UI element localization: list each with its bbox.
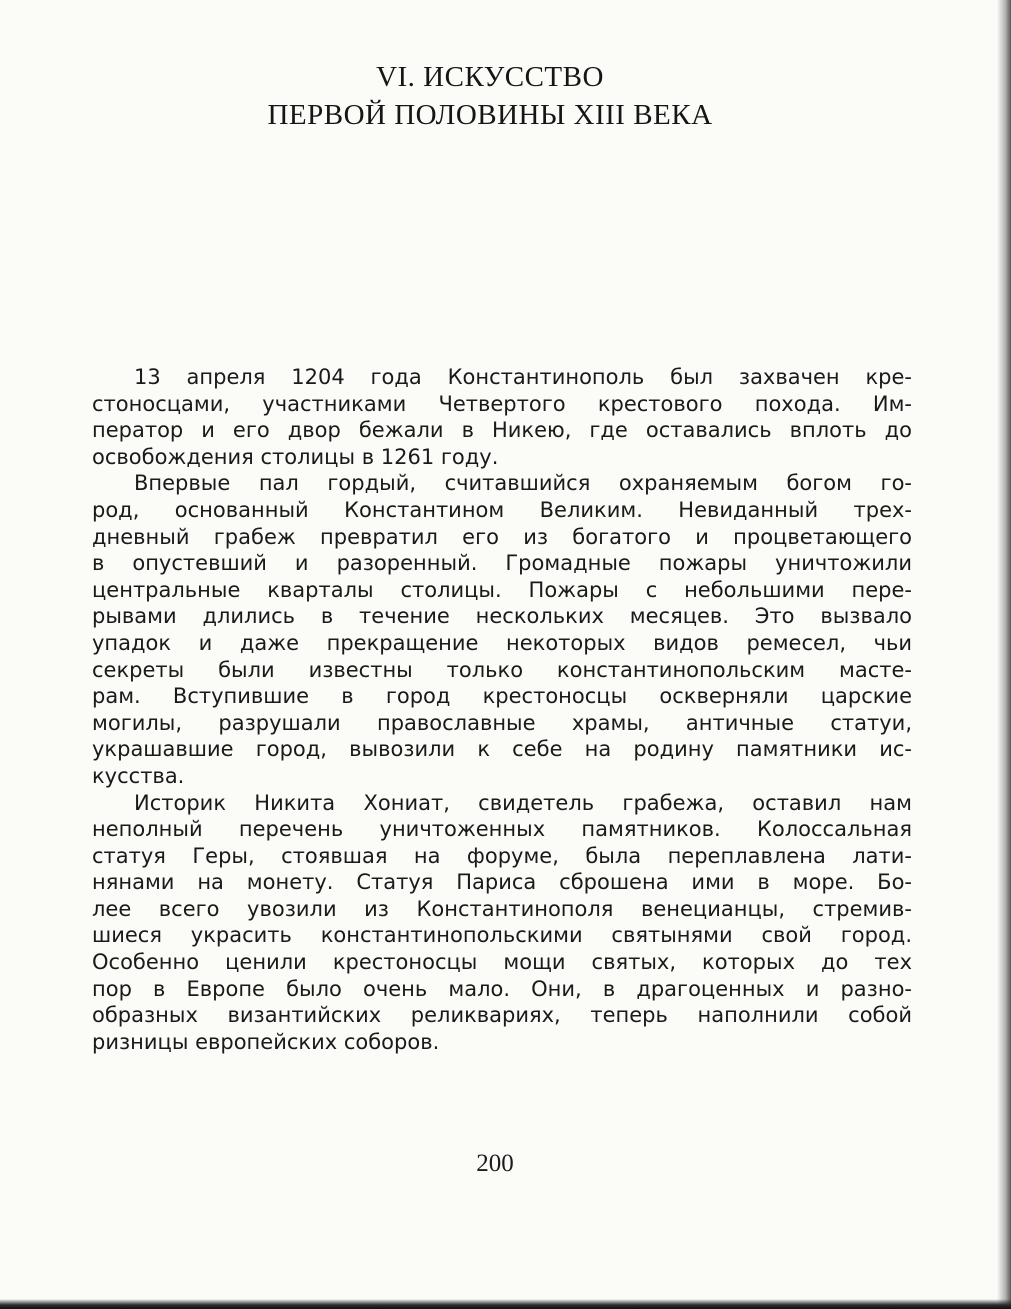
text-line: Особенно ценили крестоносцы мощи святых, которых до тех (92, 950, 912, 975)
text-line: украшавшие город, вывозили к себе на родину памятники ис- (92, 737, 912, 762)
chapter-title-line-2: ПЕРВОЙ ПОЛОВИНЫ XIII ВЕКА (267, 99, 713, 131)
paragraph-1 (92, 364, 912, 470)
text-line: дневный грабеж превратил его из богатого и процветающего (92, 524, 912, 549)
text-line: образных византийских реликвариях, теперь наполнили собой (92, 1003, 912, 1028)
text-line: Впервые пал гордый, считавшийся охраняемым богом го- (134, 471, 912, 496)
text-line: центральные кварталы столицы. Пожары с небольшими пере- (92, 577, 912, 602)
text-line: род, основанный Константином Великим. Невиданный трех- (92, 497, 912, 522)
text-line: ператор и его двор бежали в Никею, где оставались вплоть до (92, 418, 912, 443)
text-line: кусства. (92, 763, 185, 788)
text-line: неполный перечень уничтоженных памятников. Колоссальная (92, 817, 912, 842)
text-line: нянами на монету. Статуя Париса сброшена ими в море. Бо- (92, 870, 912, 895)
text-line: освобождения столицы в 1261 году. (92, 444, 499, 469)
page-number: 200 (476, 1150, 514, 1177)
paragraph-3 (92, 790, 912, 1056)
text-line: рывами длились в течение нескольких месяцев. Это вызвало (92, 604, 912, 629)
chapter-title-line-1: VI. ИСКУССТВО (376, 61, 604, 93)
text-line: Историк Никита Хониат, свидетель грабежа, оставил нам (134, 790, 912, 815)
text-line: стоносцами, участниками Четвертого крестового похода. Им- (92, 391, 912, 416)
text-line: пор в Европе было очень мало. Они, в драгоценных и разно- (92, 976, 912, 1001)
text-line: лее всего увозили из Константинополя венецианцы, стремив- (92, 896, 912, 921)
text-line: статуя Геры, стоявшая на форуме, была переплавлена лати- (92, 843, 912, 868)
text-line: упадок и даже прекращение некоторых видов ремесел, чьи (92, 630, 912, 655)
scan-shadow-bottom (0, 1299, 1011, 1309)
text-line: 13 апреля 1204 года Константинополь был захвачен кре- (134, 365, 912, 389)
text-line: шиеся украсить константинопольскими святынями свой город. (92, 923, 912, 948)
paragraph-2 (92, 470, 912, 789)
scan-shadow-right (997, 0, 1011, 1309)
text-line: могилы, разрушали православные храмы, античные статуи, (92, 710, 912, 735)
text-line: ризницы европейских соборов. (92, 1029, 440, 1054)
chapter-title (0, 58, 980, 134)
body-text (92, 364, 912, 1055)
text-line: секреты были известны только константинопольским масте- (92, 657, 912, 682)
text-line: в опустевший и разоренный. Громадные пожары уничтожили (92, 551, 912, 576)
text-line: рам. Вступившие в город крестоносцы оскверняли царские (92, 684, 912, 709)
